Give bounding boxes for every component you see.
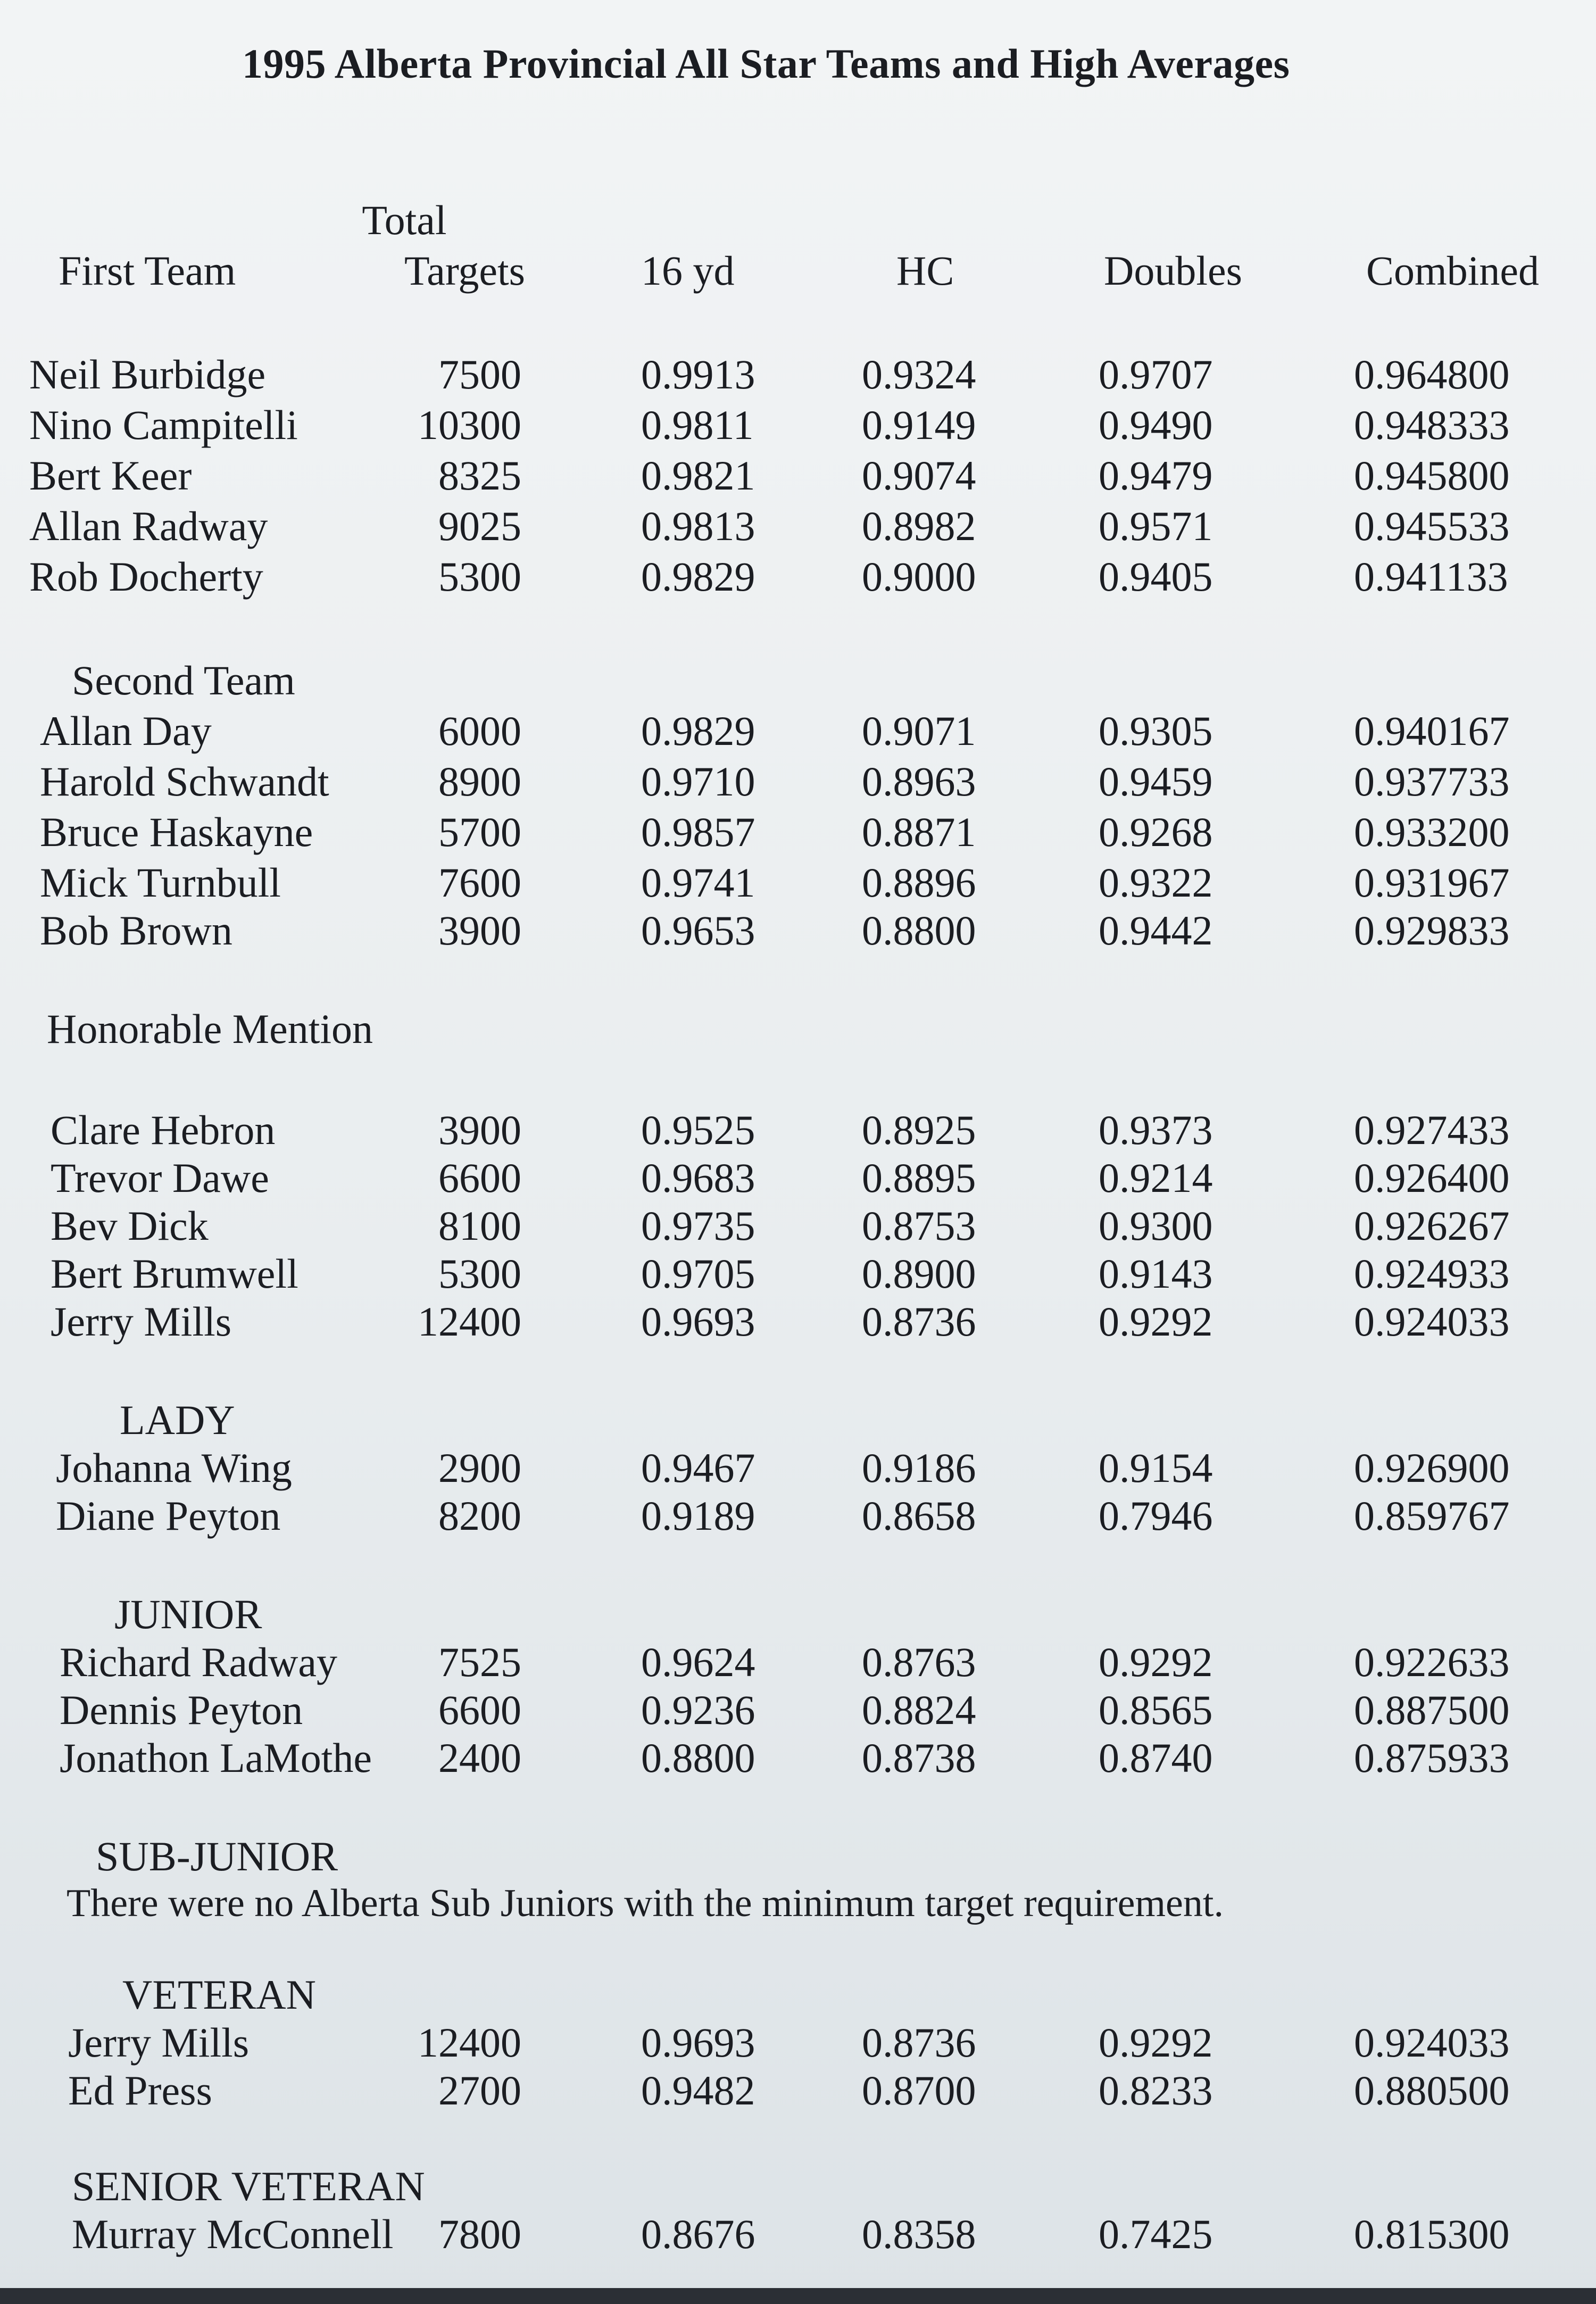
section-junior: JUNIOR: [114, 1591, 262, 1637]
combined-average: 0.945533: [1354, 503, 1510, 549]
header-total: Total: [362, 197, 447, 243]
combined-average: 0.924033: [1354, 1298, 1510, 1345]
doubles-average: 0.9479: [1099, 452, 1213, 499]
shooter-name: Allan Radway: [29, 503, 268, 549]
16yd-average: 0.9710: [641, 758, 755, 805]
total-targets: 6000: [438, 708, 521, 754]
shooter-name: Bev Dick: [51, 1203, 209, 1249]
total-targets: 5300: [438, 553, 521, 600]
hc-average: 0.9186: [862, 1445, 976, 1491]
doubles-average: 0.9571: [1099, 503, 1213, 549]
bottom-edge: [0, 2288, 1596, 2304]
shooter-name: Jerry Mills: [51, 1298, 232, 1345]
hc-average: 0.9324: [862, 351, 976, 397]
16yd-average: 0.9693: [641, 1298, 755, 1345]
hc-average: 0.8900: [862, 1250, 976, 1297]
16yd-average: 0.9741: [641, 859, 755, 906]
total-targets: 12400: [418, 1298, 521, 1345]
section-lady: LADY: [120, 1397, 235, 1443]
shooter-name: Clare Hebron: [51, 1107, 276, 1153]
shooter-name: Jonathon LaMothe: [60, 1735, 372, 1781]
header-combined: Combined: [1366, 247, 1539, 294]
header-first-team: First Team: [59, 247, 236, 294]
16yd-average: 0.9236: [641, 1687, 755, 1733]
header-doubles: Doubles: [1104, 247, 1242, 294]
shooter-name: Bob Brown: [40, 907, 232, 954]
hc-average: 0.8963: [862, 758, 976, 805]
doubles-average: 0.9292: [1099, 2019, 1213, 2066]
16yd-average: 0.9683: [641, 1155, 755, 1201]
doubles-average: 0.9214: [1099, 1155, 1213, 1201]
16yd-average: 0.9829: [641, 708, 755, 754]
doubles-average: 0.7946: [1099, 1493, 1213, 1539]
shooter-name: Trevor Dawe: [51, 1155, 269, 1201]
shooter-name: Diane Peyton: [56, 1493, 281, 1539]
doubles-average: 0.8233: [1099, 2067, 1213, 2114]
total-targets: 6600: [438, 1155, 521, 1201]
doubles-average: 0.9322: [1099, 859, 1213, 906]
16yd-average: 0.9693: [641, 2019, 755, 2066]
16yd-average: 0.9189: [641, 1493, 755, 1539]
doubles-average: 0.9154: [1099, 1445, 1213, 1491]
hc-average: 0.9000: [862, 553, 976, 600]
header-targets: Targets: [404, 247, 526, 294]
total-targets: 8900: [438, 758, 521, 805]
combined-average: 0.880500: [1354, 2067, 1510, 2114]
section-veteran: VETERAN: [122, 1971, 316, 2018]
hc-average: 0.8824: [862, 1687, 976, 1733]
total-targets: 2900: [438, 1445, 521, 1491]
shooter-name: Dennis Peyton: [60, 1687, 303, 1733]
page-title: 1995 Alberta Provincial All Star Teams and High Averages: [242, 40, 1290, 87]
combined-average: 0.948333: [1354, 402, 1510, 448]
hc-average: 0.8658: [862, 1493, 976, 1539]
doubles-average: 0.8565: [1099, 1687, 1213, 1733]
section-sub-junior: SUB-JUNIOR: [96, 1833, 338, 1879]
total-targets: 7800: [438, 2211, 521, 2257]
combined-average: 0.929833: [1354, 907, 1510, 954]
hc-average: 0.8738: [862, 1735, 976, 1781]
combined-average: 0.931967: [1354, 859, 1510, 906]
doubles-average: 0.8740: [1099, 1735, 1213, 1781]
combined-average: 0.937733: [1354, 758, 1510, 805]
hc-average: 0.8753: [862, 1203, 976, 1249]
section-honorable-mention: Honorable Mention: [47, 1006, 373, 1052]
shooter-name: Rob Docherty: [29, 553, 263, 600]
16yd-average: 0.8676: [641, 2211, 755, 2257]
header-16yd: 16 yd: [641, 247, 735, 294]
shooter-name: Harold Schwandt: [40, 758, 329, 805]
shooter-name: Ed Press: [68, 2067, 212, 2114]
16yd-average: 0.8800: [641, 1735, 755, 1781]
shooter-name: Murray McConnell: [72, 2211, 394, 2257]
total-targets: 2400: [438, 1735, 521, 1781]
16yd-average: 0.9821: [641, 452, 755, 499]
hc-average: 0.8736: [862, 1298, 976, 1345]
doubles-average: 0.9459: [1099, 758, 1213, 805]
combined-average: 0.815300: [1354, 2211, 1510, 2257]
combined-average: 0.926400: [1354, 1155, 1510, 1201]
section-senior-veteran: SENIOR VETERAN: [72, 2163, 425, 2209]
16yd-average: 0.9829: [641, 553, 755, 600]
shooter-name: Bert Keer: [29, 452, 192, 499]
hc-average: 0.8895: [862, 1155, 976, 1201]
doubles-average: 0.9490: [1099, 402, 1213, 448]
doubles-average: 0.9268: [1099, 809, 1213, 855]
hc-average: 0.8896: [862, 859, 976, 906]
doubles-average: 0.9305: [1099, 708, 1213, 754]
total-targets: 7500: [438, 351, 521, 397]
hc-average: 0.8358: [862, 2211, 976, 2257]
16yd-average: 0.9525: [641, 1107, 755, 1153]
shooter-name: Neil Burbidge: [29, 351, 266, 397]
doubles-average: 0.9143: [1099, 1250, 1213, 1297]
hc-average: 0.9149: [862, 402, 976, 448]
doubles-average: 0.9442: [1099, 907, 1213, 954]
total-targets: 5300: [438, 1250, 521, 1297]
total-targets: 12400: [418, 2019, 521, 2066]
hc-average: 0.8982: [862, 503, 976, 549]
hc-average: 0.8736: [862, 2019, 976, 2066]
total-targets: 2700: [438, 2067, 521, 2114]
total-targets: 3900: [438, 907, 521, 954]
total-targets: 8325: [438, 452, 521, 499]
shooter-name: Nino Campitelli: [29, 402, 298, 448]
hc-average: 0.8925: [862, 1107, 976, 1153]
16yd-average: 0.9813: [641, 503, 755, 549]
16yd-average: 0.9467: [641, 1445, 755, 1491]
16yd-average: 0.9653: [641, 907, 755, 954]
shooter-name: Richard Radway: [60, 1639, 338, 1685]
combined-average: 0.940167: [1354, 708, 1510, 754]
hc-average: 0.8800: [862, 907, 976, 954]
doubles-average: 0.7425: [1099, 2211, 1213, 2257]
16yd-average: 0.9624: [641, 1639, 755, 1685]
shooter-name: Bruce Haskayne: [40, 809, 313, 855]
hc-average: 0.9074: [862, 452, 976, 499]
total-targets: 3900: [438, 1107, 521, 1153]
16yd-average: 0.9913: [641, 351, 755, 397]
combined-average: 0.926900: [1354, 1445, 1510, 1491]
hc-average: 0.9071: [862, 708, 976, 754]
doubles-average: 0.9292: [1099, 1298, 1213, 1345]
combined-average: 0.924033: [1354, 2019, 1510, 2066]
combined-average: 0.926267: [1354, 1203, 1510, 1249]
combined-average: 0.964800: [1354, 351, 1510, 397]
total-targets: 8100: [438, 1203, 521, 1249]
section-second-team: Second Team: [72, 657, 295, 703]
16yd-average: 0.9735: [641, 1203, 755, 1249]
shooter-name: Johanna Wing: [56, 1445, 292, 1491]
total-targets: 10300: [418, 402, 521, 448]
shooter-name: Allan Day: [40, 708, 212, 754]
combined-average: 0.933200: [1354, 809, 1510, 855]
hc-average: 0.8763: [862, 1639, 976, 1685]
combined-average: 0.941133: [1354, 553, 1508, 600]
total-targets: 6600: [438, 1687, 521, 1733]
hc-average: 0.8700: [862, 2067, 976, 2114]
total-targets: 9025: [438, 503, 521, 549]
doubles-average: 0.9292: [1099, 1639, 1213, 1685]
combined-average: 0.927433: [1354, 1107, 1510, 1153]
total-targets: 7600: [438, 859, 521, 906]
combined-average: 0.887500: [1354, 1687, 1510, 1733]
16yd-average: 0.9857: [641, 809, 755, 855]
doubles-average: 0.9373: [1099, 1107, 1213, 1153]
total-targets: 7525: [438, 1639, 521, 1685]
shooter-name: Mick Turnbull: [40, 859, 281, 906]
combined-average: 0.945800: [1354, 452, 1510, 499]
total-targets: 8200: [438, 1493, 521, 1539]
hc-average: 0.8871: [862, 809, 976, 855]
combined-average: 0.859767: [1354, 1493, 1510, 1539]
doubles-average: 0.9707: [1099, 351, 1213, 397]
header-hc: HC: [896, 247, 954, 294]
total-targets: 5700: [438, 809, 521, 855]
shooter-name: Jerry Mills: [68, 2019, 250, 2066]
combined-average: 0.922633: [1354, 1639, 1510, 1685]
combined-average: 0.924933: [1354, 1250, 1510, 1297]
16yd-average: 0.9705: [641, 1250, 755, 1297]
doubles-average: 0.9405: [1099, 553, 1213, 600]
shooter-name: Bert Brumwell: [51, 1250, 298, 1297]
16yd-average: 0.9811: [641, 402, 754, 448]
16yd-average: 0.9482: [641, 2067, 755, 2114]
sub-junior-note: There were no Alberta Sub Juniors with the minimum target requirement.: [66, 1882, 1224, 1925]
doubles-average: 0.9300: [1099, 1203, 1213, 1249]
combined-average: 0.875933: [1354, 1735, 1510, 1781]
